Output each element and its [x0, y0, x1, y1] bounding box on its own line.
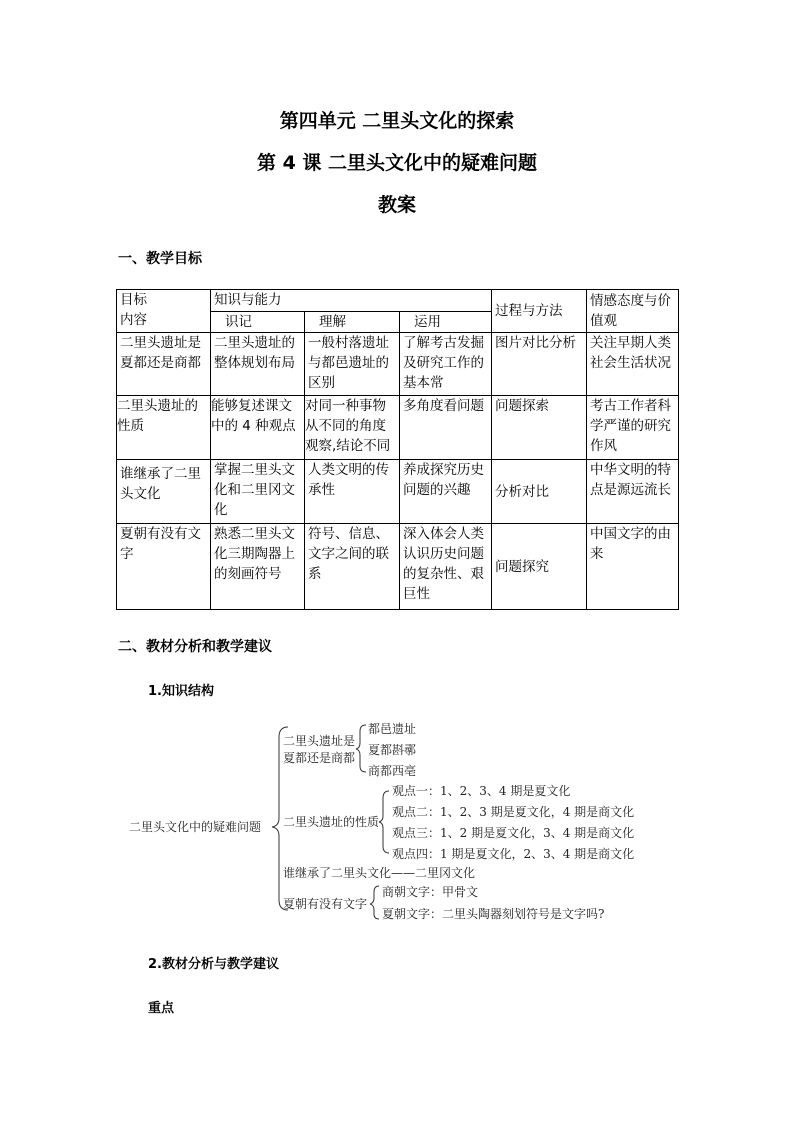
diagram-q4-item: 夏朝文字：二里头陶器刻划符号是文字吗? — [382, 907, 605, 921]
diagram-q1-option: 商都西亳 — [368, 764, 417, 778]
table-row — [117, 333, 679, 396]
cell-emotion: 关注早期人类社会生活状况 — [587, 333, 679, 396]
diagram-q2-label: 二里头遗址的性质 — [283, 815, 380, 829]
cell-content: 夏朝有没有文字 — [117, 524, 211, 610]
table-row — [117, 460, 679, 524]
header-recall: 识记 — [211, 312, 305, 333]
section-analysis-heading: 二、教材分析和教学建议 — [118, 639, 272, 655]
table-row — [117, 396, 679, 460]
diagram-q2-view: 观点四：1 期是夏文化，2、3、4 期是商文化 — [392, 847, 635, 861]
diagram-q2-view: 观点一：1、2、3、4 期是夏文化 — [392, 784, 571, 798]
header-knowledge-ability: 知识与能力 — [211, 290, 492, 312]
header-emotion-attitude: 情感态度与价值观 — [587, 290, 679, 333]
cell-understand: 符号、信息、文字之间的联系 — [305, 524, 400, 610]
analysis-suggestion-heading: 2.教材分析与教学建议 — [148, 957, 279, 972]
cell-process: 问题探究 — [492, 524, 587, 610]
cell-apply: 养成探究历史问题的兴趣 — [400, 460, 492, 524]
cell-understand: 人类文明的传承性 — [305, 460, 400, 524]
knowledge-structure-heading: 1.知识结构 — [148, 684, 214, 699]
header-process-method: 过程与方法 — [492, 290, 587, 333]
cell-process: 图片对比分析 — [492, 333, 587, 396]
cell-understand: 对同一种事物从不同的角度观察,结论不同 — [305, 396, 400, 460]
cell-recall: 二里头遗址的整体规划布局 — [211, 333, 305, 396]
cell-recall: 熟悉二里头文化三期陶器上的刻画符号 — [211, 524, 305, 610]
cell-content: 二里头遗址是夏都还是商都 — [117, 333, 211, 396]
diagram-q2-view: 观点三：1、2 期是夏文化，3、4 期是商文化 — [392, 826, 635, 840]
cell-understand: 一般村落遗址与都邑遗址的区别 — [305, 333, 400, 396]
diagram-q4-label: 夏朝有没有文字 — [283, 897, 368, 911]
cell-content: 二里头遗址的性质 — [117, 396, 211, 460]
diagram-q1-option: 都邑遗址 — [368, 722, 417, 736]
corner-label-goal: 目标 — [120, 292, 147, 308]
header-understand: 理解 — [305, 312, 400, 333]
diagram-q1-label: 二里头遗址是夏都还是商都 — [283, 734, 356, 765]
section-teaching-goals-heading: 一、教学目标 — [118, 251, 202, 267]
diagram-q2-view: 观点二：1、2、3 期是夏文化，4 期是商文化 — [392, 805, 635, 819]
cell-content: 谁继承了二里头文化 — [117, 460, 211, 524]
unit-title: 第四单元 二里头文化的探索 — [279, 110, 515, 132]
diagram-q1-option: 夏都斟鄩 — [368, 743, 417, 757]
cell-emotion: 中华文明的特点是源远流长 — [587, 460, 679, 524]
cell-process: 问题探索 — [492, 396, 587, 460]
corner-label-content: 内容 — [120, 312, 147, 328]
header-apply: 运用 — [400, 312, 492, 333]
table-row — [117, 524, 679, 610]
cell-recall: 能够复述课文中的 4 种观点 — [211, 396, 305, 460]
cell-apply: 了解考古发掘及研究工作的基本常 — [400, 333, 492, 396]
key-point-heading: 重点 — [148, 1001, 175, 1016]
document-type-title: 教案 — [377, 194, 416, 216]
cell-apply: 深入体会人类认识历史问题的复杂性、艰巨性 — [400, 524, 492, 610]
table-corner-cell — [117, 290, 211, 333]
cell-emotion: 考古工作者科学严谨的研究作风 — [587, 396, 679, 460]
cell-recall: 掌握二里头文化和二里冈文化 — [211, 460, 305, 524]
diagram-root-label: 二里头文化中的疑难问题 — [129, 820, 262, 834]
cell-process: 分析对比 — [492, 460, 587, 524]
cell-emotion: 中国文字的由来 — [587, 524, 679, 610]
teaching-goals-table — [116, 289, 679, 610]
cell-apply: 多角度看问题 — [400, 396, 492, 460]
diagram-q4-item: 商朝文字：甲骨文 — [382, 885, 479, 899]
diagram-q3-label: 谁继承了二里头文化——二里冈文化 — [283, 866, 476, 880]
lesson-title: 第 4 课 二里头文化中的疑难问题 — [256, 152, 538, 174]
